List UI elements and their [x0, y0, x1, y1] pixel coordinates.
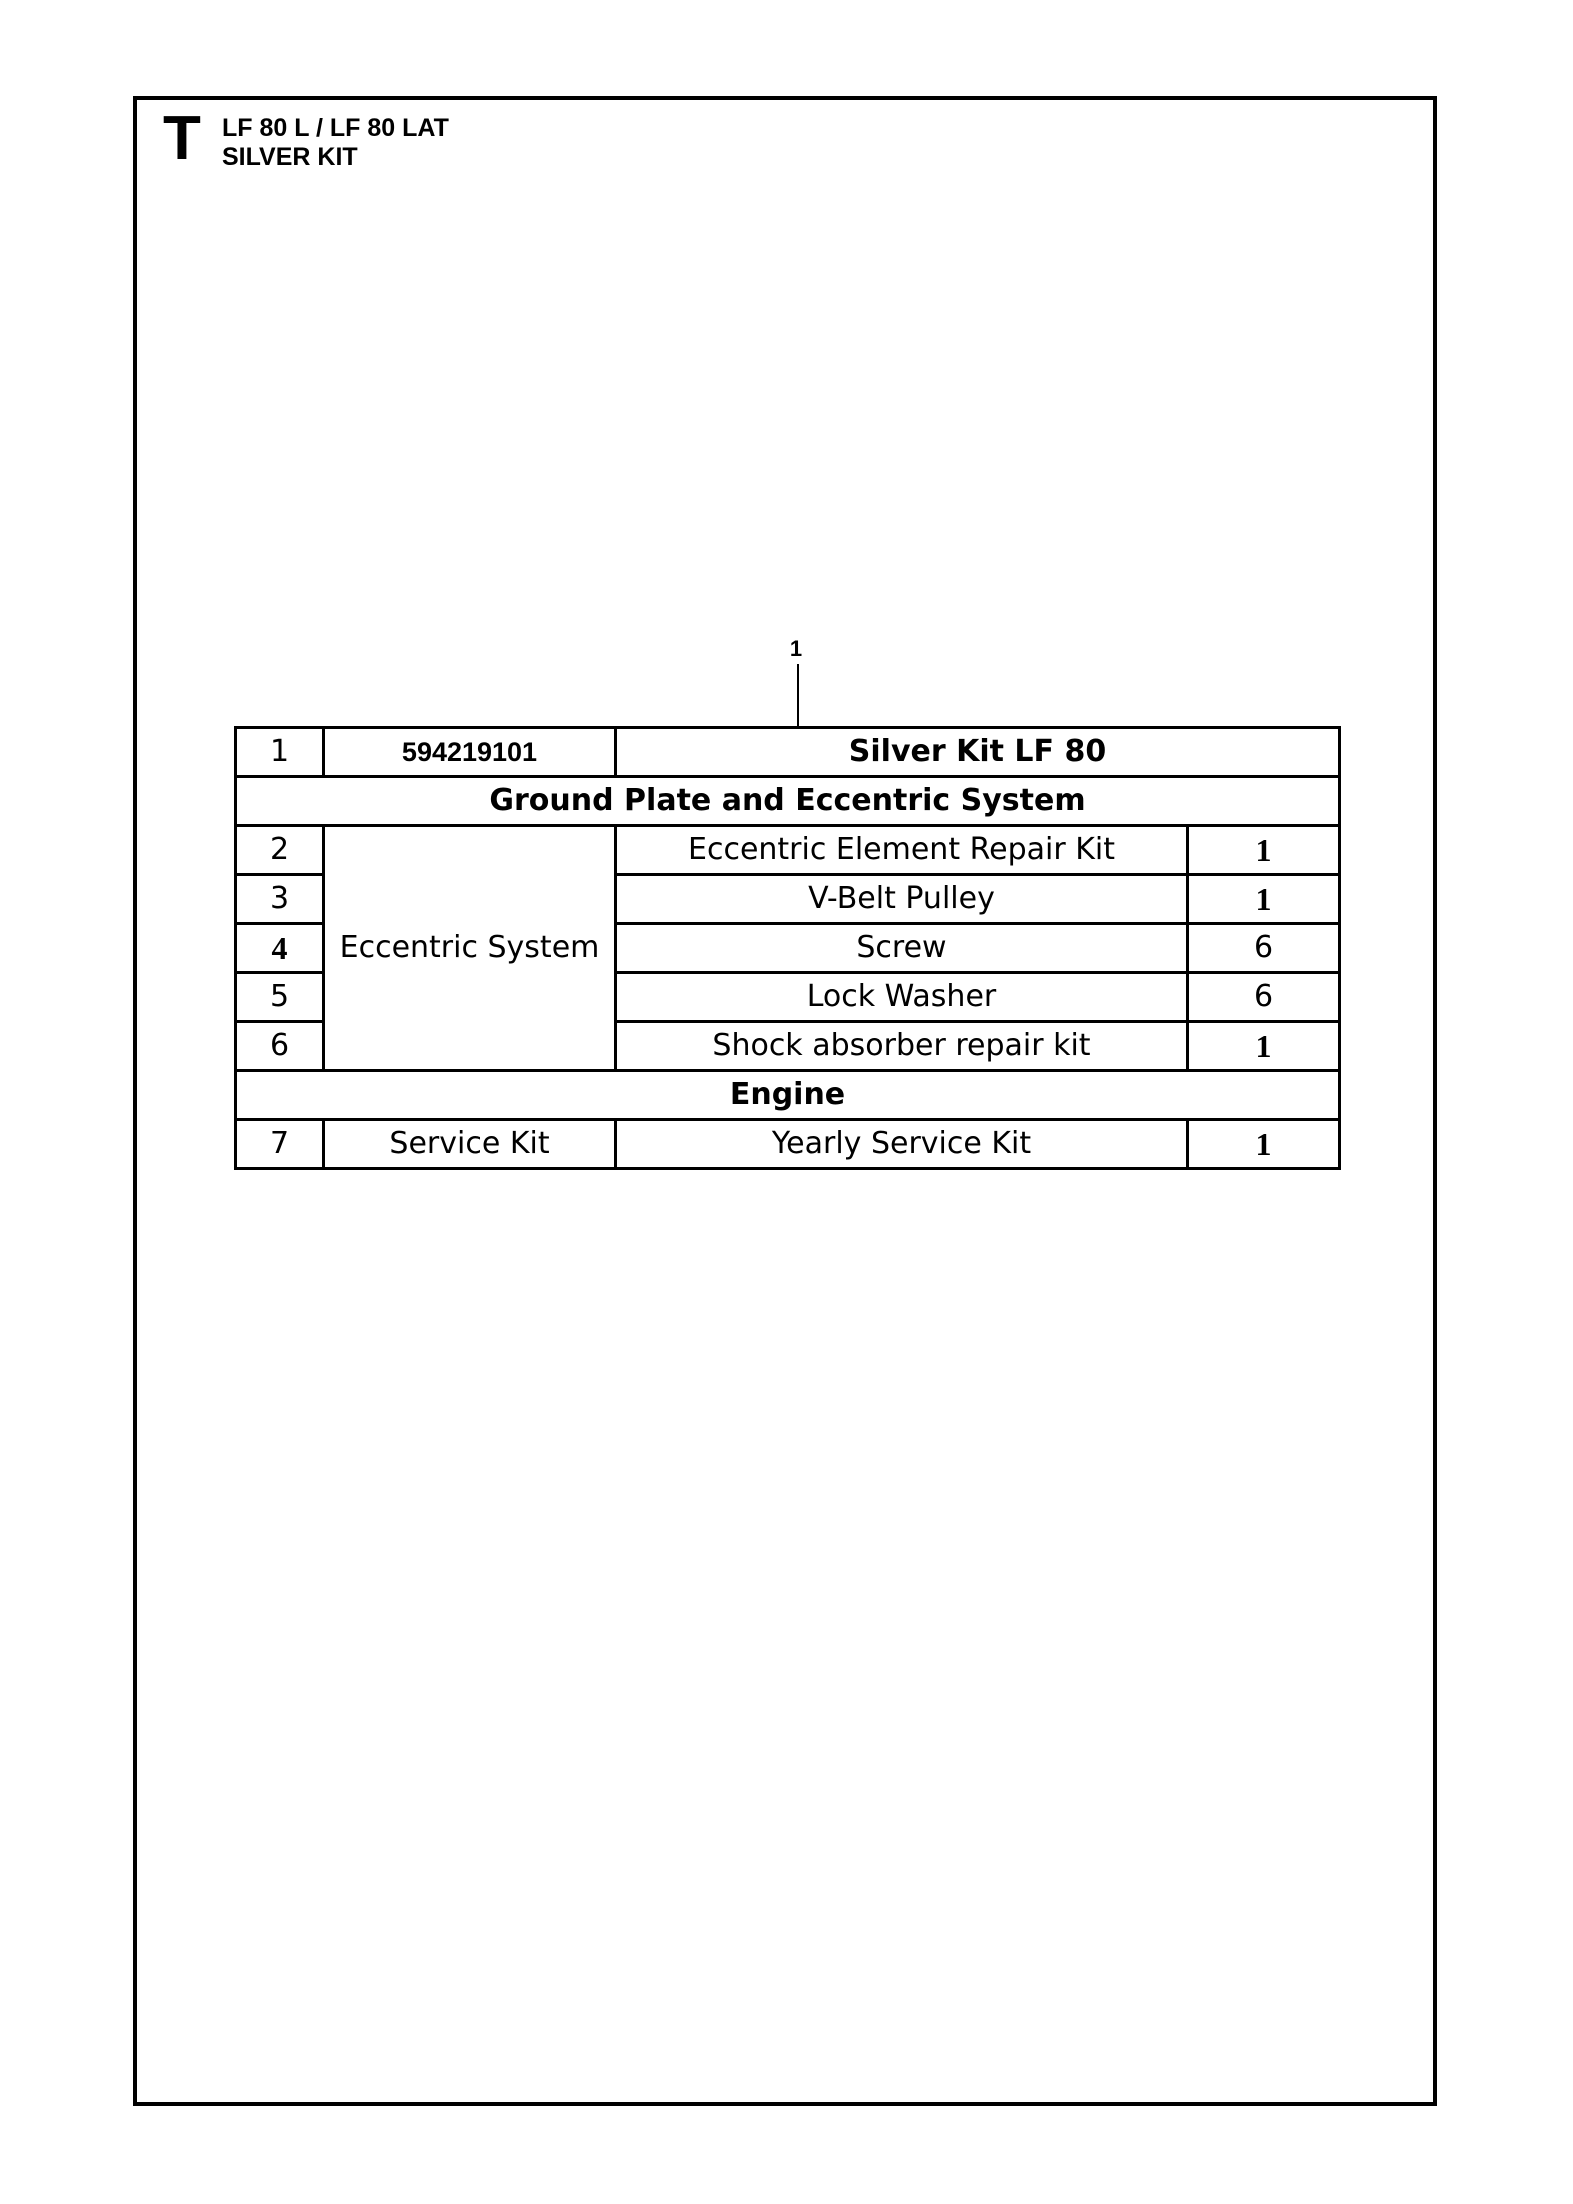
callout-leader-line [797, 664, 799, 726]
row-description: Yearly Service Kit [616, 1120, 1188, 1169]
table-row [236, 826, 1340, 875]
kit-name: Silver Kit LF 80 [616, 728, 1340, 777]
model-title: LF 80 L / LF 80 LAT [222, 114, 449, 142]
page-header [222, 114, 449, 172]
row-number: 3 [236, 875, 324, 924]
kit-subtitle: SILVER KIT [222, 143, 358, 171]
kit-item-number: 1 [236, 728, 324, 777]
group-header-row [236, 777, 1340, 826]
row-number: 6 [236, 1022, 324, 1071]
row-quantity: 1 [1188, 1022, 1340, 1071]
callout-number: 1 [789, 636, 803, 661]
row-number: 2 [236, 826, 324, 875]
row-quantity: 6 [1188, 973, 1340, 1022]
kit-header-row [236, 728, 1340, 777]
row-description: Lock Washer [616, 973, 1188, 1022]
row-quantity: 1 [1188, 1120, 1340, 1169]
row-number: 7 [236, 1120, 324, 1169]
kit-part-number: 594219101 [324, 728, 616, 777]
row-description: Shock absorber repair kit [616, 1022, 1188, 1071]
row-description: Eccentric Element Repair Kit [616, 826, 1188, 875]
row-number: 4 [236, 924, 324, 973]
row-quantity: 6 [1188, 924, 1340, 973]
table-row [236, 1120, 1340, 1169]
group-header-row [236, 1071, 1340, 1120]
row-number: 5 [236, 973, 324, 1022]
section-letter: T [163, 104, 201, 173]
subgroup-name: Eccentric System [324, 826, 616, 1071]
subgroup-name: Service Kit [324, 1120, 616, 1169]
group-title: Ground Plate and Eccentric System [236, 777, 1340, 826]
parts-table [234, 726, 1341, 1170]
row-quantity: 1 [1188, 826, 1340, 875]
row-description: Screw [616, 924, 1188, 973]
group-title: Engine [236, 1071, 1340, 1120]
row-quantity: 1 [1188, 875, 1340, 924]
row-description: V-Belt Pulley [616, 875, 1188, 924]
